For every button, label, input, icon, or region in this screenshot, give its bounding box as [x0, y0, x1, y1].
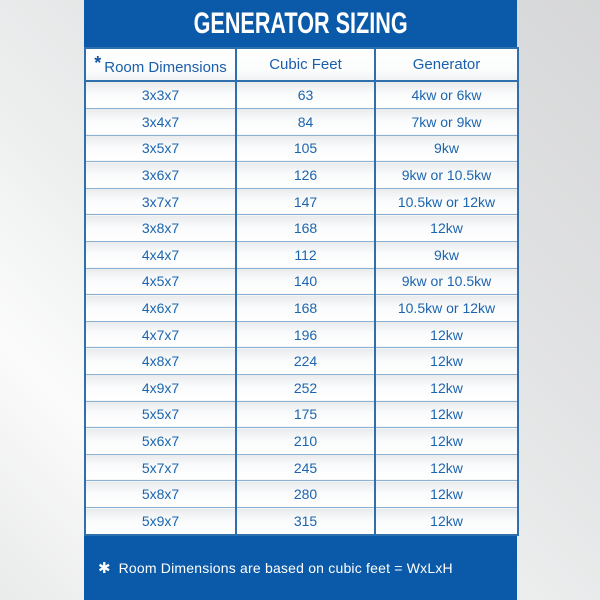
cell-generator: 12kw [375, 374, 518, 401]
cell-generator: 12kw [375, 215, 518, 242]
cell-generator: 9kw or 10.5kw [375, 162, 518, 189]
cell-generator: 4kw or 6kw [375, 81, 518, 108]
table-row [85, 135, 518, 162]
table-row [85, 108, 518, 135]
cell-cubic-feet: 112 [236, 241, 375, 268]
cell-generator: 9kw [375, 241, 518, 268]
footnote-asterisk: ✱ [98, 560, 111, 577]
cell-cubic-feet: 140 [236, 268, 375, 295]
table-row [85, 215, 518, 242]
cell-room-dimensions: 5x8x7 [85, 481, 236, 508]
table-row [85, 241, 518, 268]
table-row [85, 348, 518, 375]
cell-cubic-feet: 315 [236, 508, 375, 535]
cell-generator: 12kw [375, 428, 518, 455]
cell-generator: 9kw [375, 135, 518, 162]
header-row [85, 48, 518, 81]
cell-room-dimensions: 3x3x7 [85, 81, 236, 108]
cell-cubic-feet: 245 [236, 454, 375, 481]
cell-cubic-feet: 210 [236, 428, 375, 455]
cell-cubic-feet: 147 [236, 188, 375, 215]
cell-cubic-feet: 84 [236, 108, 375, 135]
table-row [85, 295, 518, 322]
cell-cubic-feet: 63 [236, 81, 375, 108]
cell-room-dimensions: 3x4x7 [85, 108, 236, 135]
table-row [85, 81, 518, 108]
cell-cubic-feet: 280 [236, 481, 375, 508]
cell-generator: 12kw [375, 481, 518, 508]
cell-room-dimensions: 5x7x7 [85, 454, 236, 481]
cell-generator: 12kw [375, 321, 518, 348]
table-row [85, 321, 518, 348]
column-header-room-dimensions [85, 48, 236, 81]
table-row [85, 508, 518, 535]
cell-room-dimensions: 4x4x7 [85, 241, 236, 268]
cell-cubic-feet: 175 [236, 401, 375, 428]
table-row [85, 374, 518, 401]
footnote-banner [84, 536, 517, 600]
cell-cubic-feet: 252 [236, 374, 375, 401]
table-body [85, 81, 518, 535]
cell-cubic-feet: 105 [236, 135, 375, 162]
cell-cubic-feet: 168 [236, 215, 375, 242]
cell-room-dimensions: 5x6x7 [85, 428, 236, 455]
table-row [85, 454, 518, 481]
cell-generator: 10.5kw or 12kw [375, 295, 518, 322]
column-header-generator: Generator [375, 48, 518, 81]
cell-generator: 12kw [375, 508, 518, 535]
cell-room-dimensions: 4x7x7 [85, 321, 236, 348]
table-row [85, 428, 518, 455]
cell-cubic-feet: 126 [236, 162, 375, 189]
table-row [85, 268, 518, 295]
table-row [85, 481, 518, 508]
cell-room-dimensions: 5x9x7 [85, 508, 236, 535]
cell-cubic-feet: 224 [236, 348, 375, 375]
cell-room-dimensions: 3x8x7 [85, 215, 236, 242]
cell-room-dimensions: 3x7x7 [85, 188, 236, 215]
title-banner [84, 0, 517, 47]
table-row [85, 162, 518, 189]
column-header-room-dimensions-label: Room Dimensions [104, 59, 227, 76]
cell-cubic-feet: 196 [236, 321, 375, 348]
cell-room-dimensions: 4x8x7 [85, 348, 236, 375]
table-row [85, 401, 518, 428]
cell-generator: 10.5kw or 12kw [375, 188, 518, 215]
cell-cubic-feet: 168 [236, 295, 375, 322]
cell-room-dimensions: 4x9x7 [85, 374, 236, 401]
cell-room-dimensions: 3x6x7 [85, 162, 236, 189]
table-row [85, 188, 518, 215]
cell-room-dimensions: 4x6x7 [85, 295, 236, 322]
cell-generator: 7kw or 9kw [375, 108, 518, 135]
footnote-asterisk-mark: * [94, 53, 102, 73]
column-header-cubic-feet: Cubic Feet [236, 48, 375, 81]
cell-room-dimensions: 4x5x7 [85, 268, 236, 295]
cell-generator: 12kw [375, 454, 518, 481]
generator-sizing-table [84, 47, 519, 536]
cell-room-dimensions: 5x5x7 [85, 401, 236, 428]
cell-generator: 12kw [375, 348, 518, 375]
cell-generator: 12kw [375, 401, 518, 428]
cell-room-dimensions: 3x5x7 [85, 135, 236, 162]
generator-sizing-card [84, 0, 517, 600]
cell-generator: 9kw or 10.5kw [375, 268, 518, 295]
page-title: GENERATOR SIZING [193, 6, 408, 40]
footnote-text: Room Dimensions are based on cubic feet = WxLxH [118, 560, 453, 576]
